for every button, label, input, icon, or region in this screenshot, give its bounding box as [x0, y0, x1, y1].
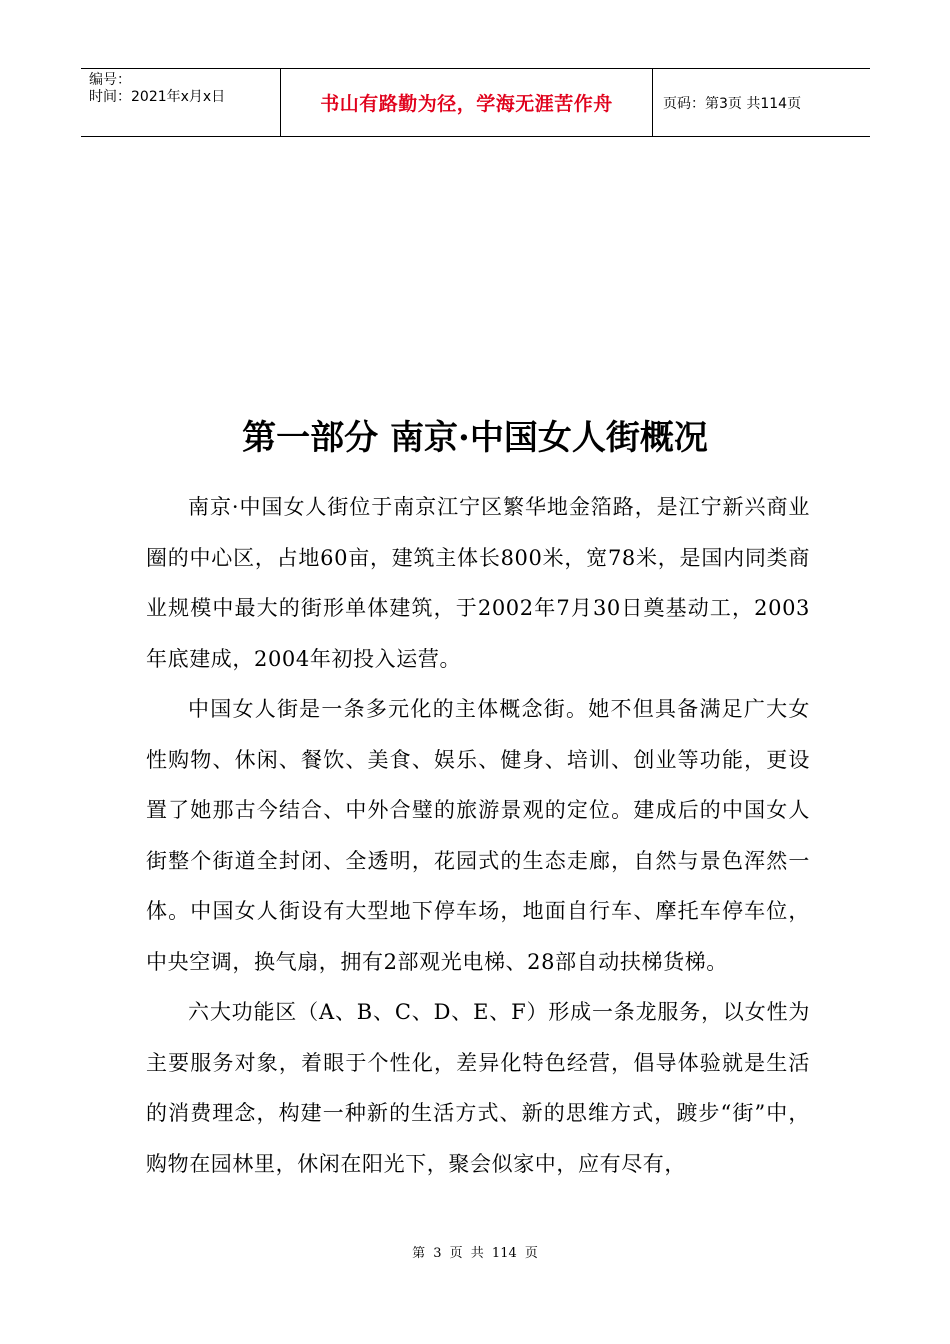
paragraph: 六大功能区（A、B、C、D、E、F）形成一条龙服务，以女性为主要服务对象，着眼于个性化，差异化特色经营，倡导体验就是生活的消费理念，构建一种新的生活方式、新的思维方式，踱步“街”中，购物在园林里，休闲在阳光下，聚会似家中，应有尽有， [146, 1000, 810, 1176]
header-meta-cell [81, 69, 281, 136]
section-title: 第一部分 南京·中国女人街概况 [242, 418, 708, 458]
header-motto-cell [281, 69, 653, 136]
page-footer: 第 3 页 共 114 页 [412, 1246, 538, 1261]
page-number-label: 页码：第3页 共114页 [663, 95, 802, 112]
header-page-cell [653, 69, 870, 136]
serial-label: 编号： [89, 72, 131, 88]
motto-text: 书山有路勤为径，学海无涯苦作舟 [320, 93, 613, 115]
page-header [81, 68, 870, 137]
body-content [146, 482, 810, 1189]
paragraph: 中国女人街是一条多元化的主体概念街。她不但具备满足广大女性购物、休闲、餐饮、美食、娱乐、健身、培训、创业等功能，更设置了她那古今结合、中外合璧的旅游景观的定位。建成后的中国女人街整个街道全封闭、全透明，花园式的生态走廊，自然与景色浑然一体。中国女人街设有大型地下停车场，地面自行车、摩托车停车位，中央空调，换气扇，拥有2部观光电梯、28部自动扶梯货梯。 [146, 697, 810, 974]
time-label: 时间：2021年x月x日 [89, 89, 226, 105]
paragraph: 南京·中国女人街位于南京江宁区繁华地金箔路，是江宁新兴商业圈的中心区，占地60亩，建筑主体长800米，宽78米，是国内同类商业规模中最大的街形单体建筑，于2002年7月30日奠基动工，2003年底建成，2004年初投入运营。 [146, 495, 810, 671]
